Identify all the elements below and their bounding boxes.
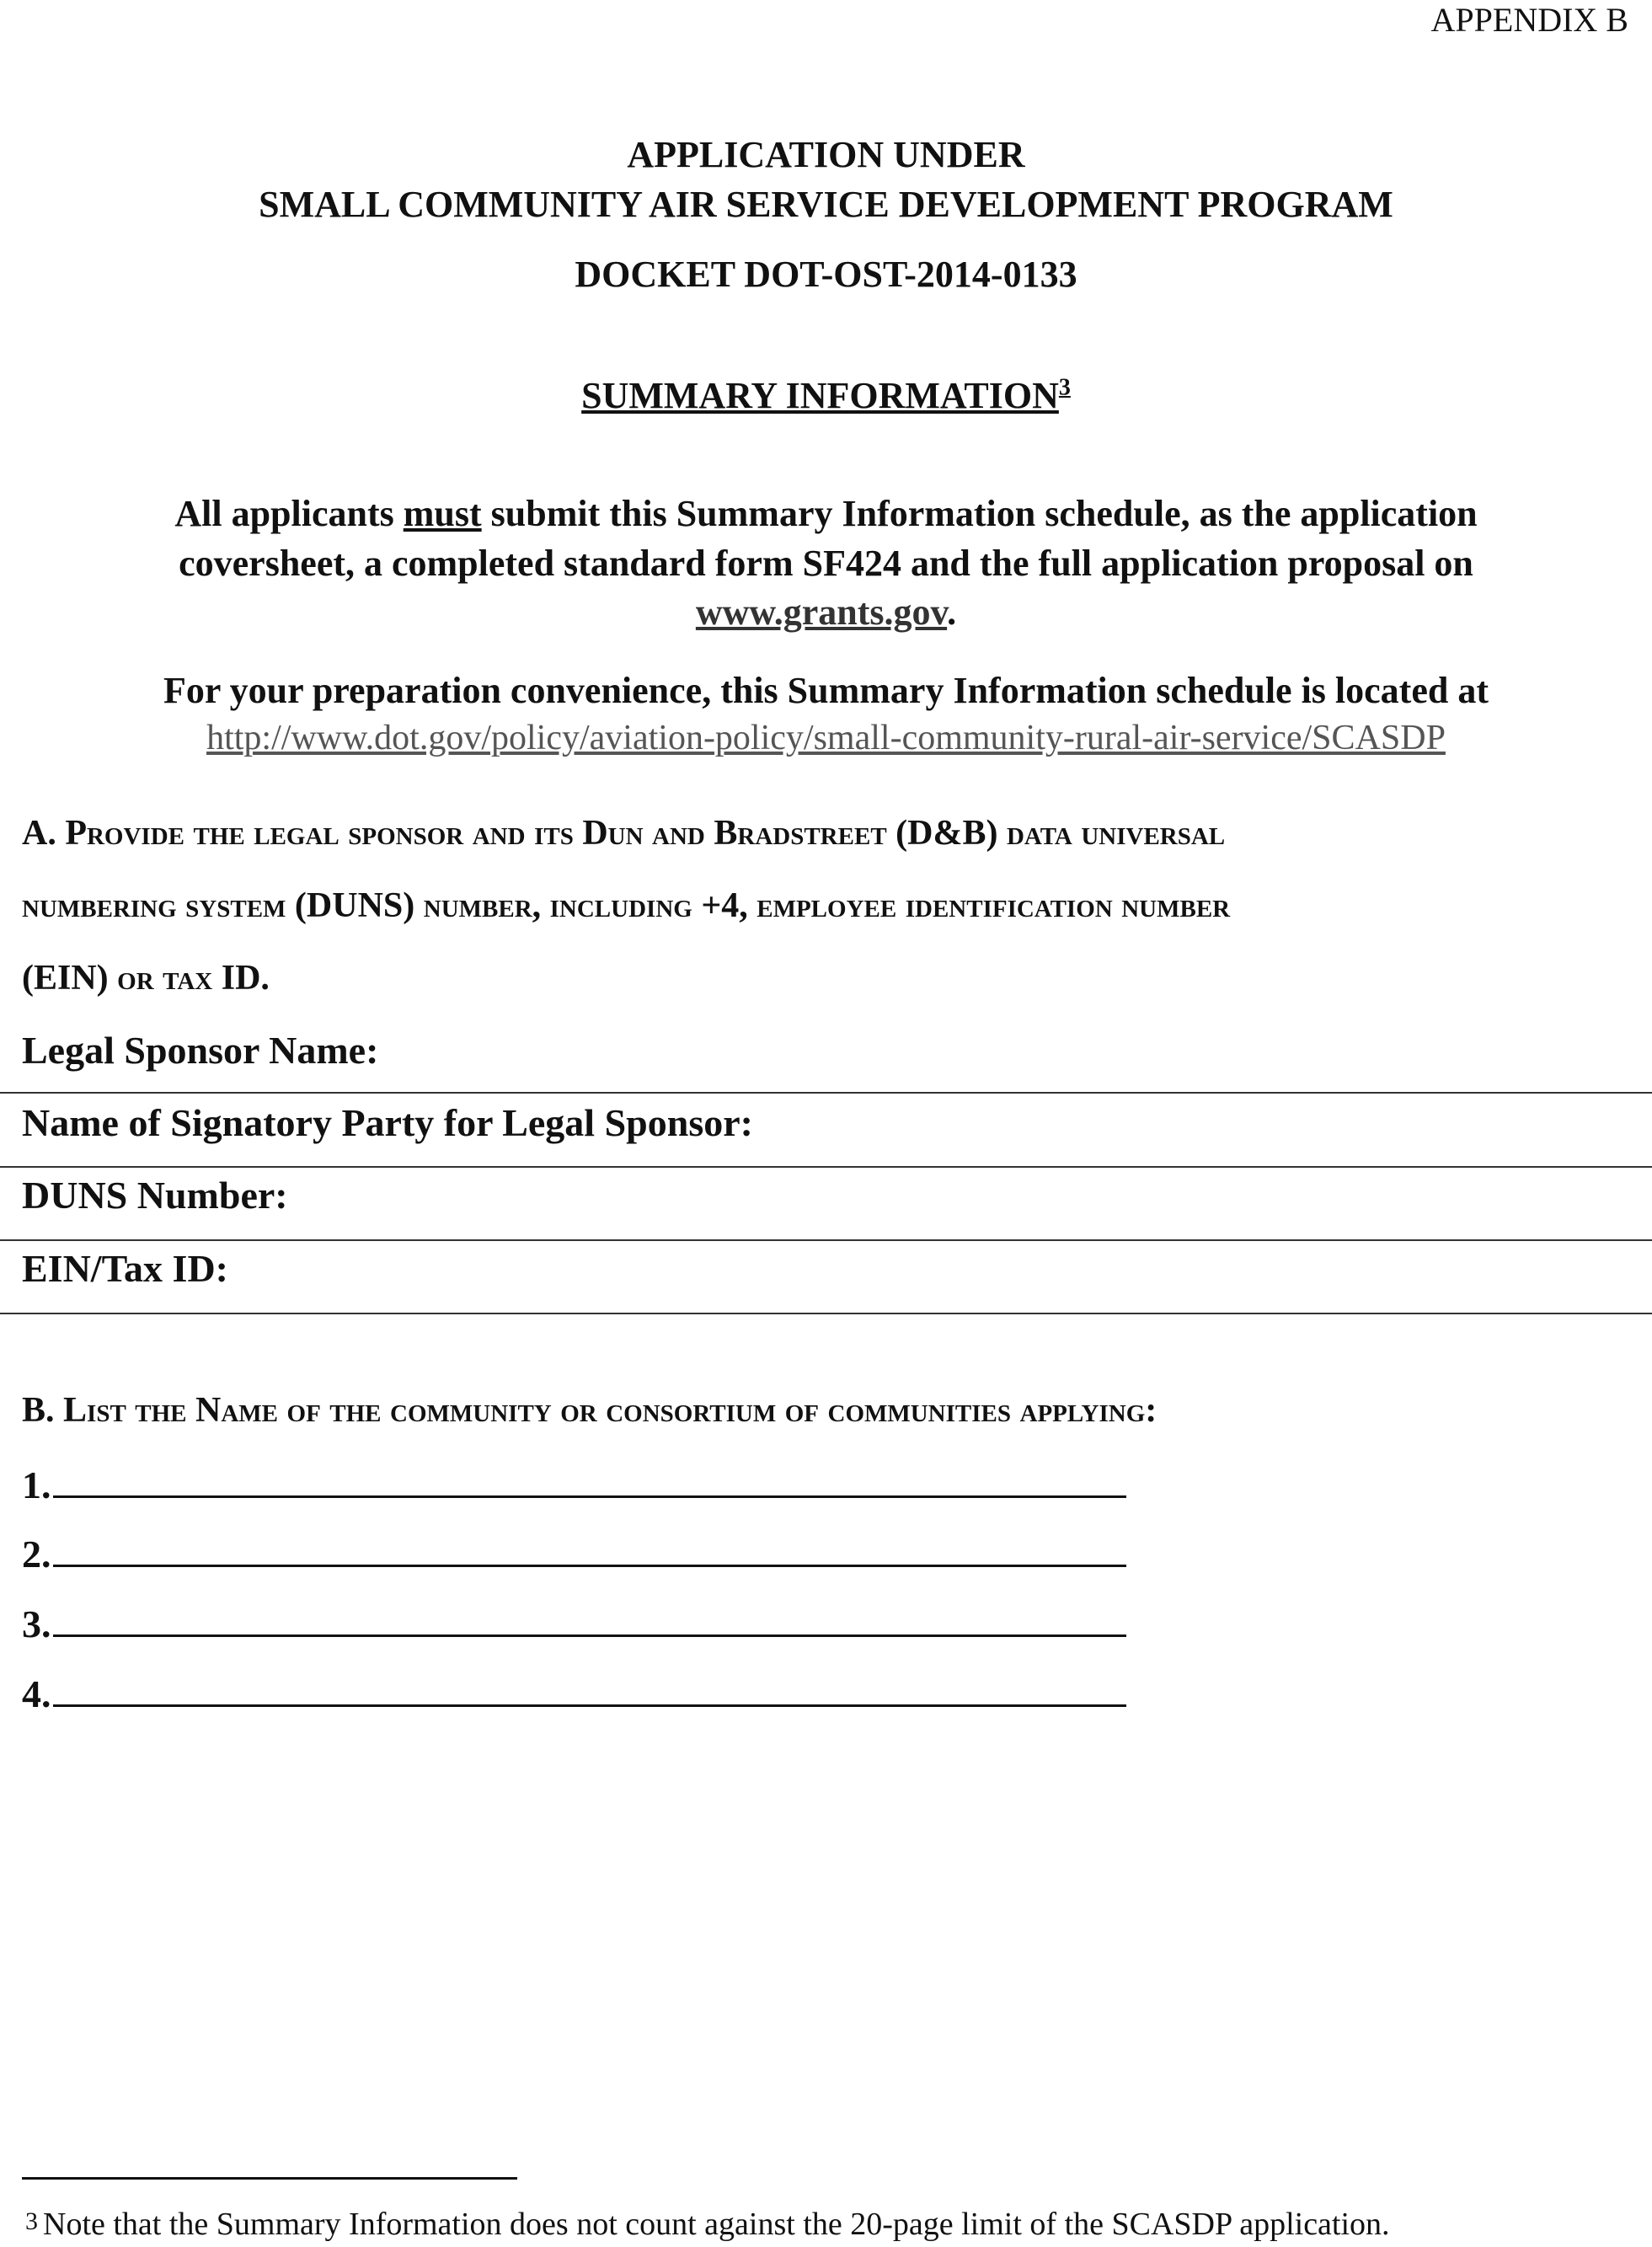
instruction-text: submit this Summary Information schedule, as the application xyxy=(481,493,1478,534)
grants-gov-link[interactable]: www.grants.gov xyxy=(695,591,948,633)
signatory-party-field[interactable] xyxy=(0,1166,1652,1168)
schedule-url-link[interactable]: http://www.dot.gov/policy/aviation-policy/small-community-rural-air-service/SCASDP xyxy=(206,719,1446,757)
ein-tax-id-label: EIN/Tax ID: xyxy=(22,1247,228,1290)
instruction-line-2: coversheet, a completed standard form SF424 and the full application proposal on xyxy=(179,543,1473,584)
preparation-note: For your preparation convenience, this Summary Information schedule is located at xyxy=(163,670,1489,711)
title-line-1: APPLICATION UNDER xyxy=(627,134,1025,175)
summary-heading xyxy=(0,374,1652,417)
footnote xyxy=(25,2206,1390,2243)
section-b-text: B. List the Name of the community or consortium of communities applying: xyxy=(22,1391,1157,1430)
community-field[interactable] xyxy=(53,1671,1126,1707)
section-a-text: numbering system (DUNS) number, including +4, employee identification number xyxy=(22,886,1231,925)
docket-number: DOCKET DOT-OST-2014-0133 xyxy=(575,254,1077,295)
instruction-text: All applicants xyxy=(174,493,404,534)
section-b-heading xyxy=(22,1390,1157,1431)
section-a-heading-line-2 xyxy=(22,885,1230,926)
community-number: 3. xyxy=(22,1602,51,1645)
instruction-line-1 xyxy=(0,492,1652,535)
must-emphasis: must xyxy=(403,493,482,534)
title-line-2: SMALL COMMUNITY AIR SERVICE DEVELOPMENT PROGRAM xyxy=(259,184,1393,225)
community-entry-2 xyxy=(22,1531,1126,1576)
duns-number-field[interactable] xyxy=(0,1239,1652,1241)
ein-tax-id-field[interactable] xyxy=(0,1313,1652,1314)
legal-sponsor-name-field[interactable] xyxy=(0,1092,1652,1094)
community-entry-1 xyxy=(22,1462,1126,1507)
section-a-heading-line-3 xyxy=(22,958,270,998)
section-a-heading-line-1 xyxy=(22,813,1225,853)
summary-heading-text: SUMMARY INFORMATION xyxy=(581,375,1059,416)
footnote-text: Note that the Summary Information does not count against the 20-page limit of the SCASDP application. xyxy=(43,2207,1390,2242)
footnote-number: 3 xyxy=(25,2207,38,2235)
community-entry-3 xyxy=(22,1601,1126,1646)
community-field[interactable] xyxy=(53,1601,1126,1637)
footnote-divider xyxy=(22,2177,517,2180)
period: . xyxy=(947,591,957,633)
community-number: 2. xyxy=(22,1533,51,1576)
section-a-text: (EIN) or tax ID. xyxy=(22,959,270,998)
community-field[interactable] xyxy=(53,1531,1126,1567)
community-field[interactable] xyxy=(53,1462,1126,1498)
appendix-label: APPENDIX B xyxy=(1430,1,1628,39)
instruction-line-3 xyxy=(0,591,1652,634)
community-number: 4. xyxy=(22,1672,51,1715)
community-number: 1. xyxy=(22,1463,51,1506)
signatory-party-label: Name of Signatory Party for Legal Sponsor: xyxy=(22,1101,753,1144)
duns-number-label: DUNS Number: xyxy=(22,1174,288,1217)
footnote-ref[interactable]: 3 xyxy=(1058,374,1071,401)
legal-sponsor-name-label: Legal Sponsor Name: xyxy=(22,1029,379,1072)
section-a-text: A. Provide the legal sponsor and its Dun and Bradstreet (D&B) data universal xyxy=(22,814,1226,853)
community-entry-4 xyxy=(22,1671,1126,1716)
